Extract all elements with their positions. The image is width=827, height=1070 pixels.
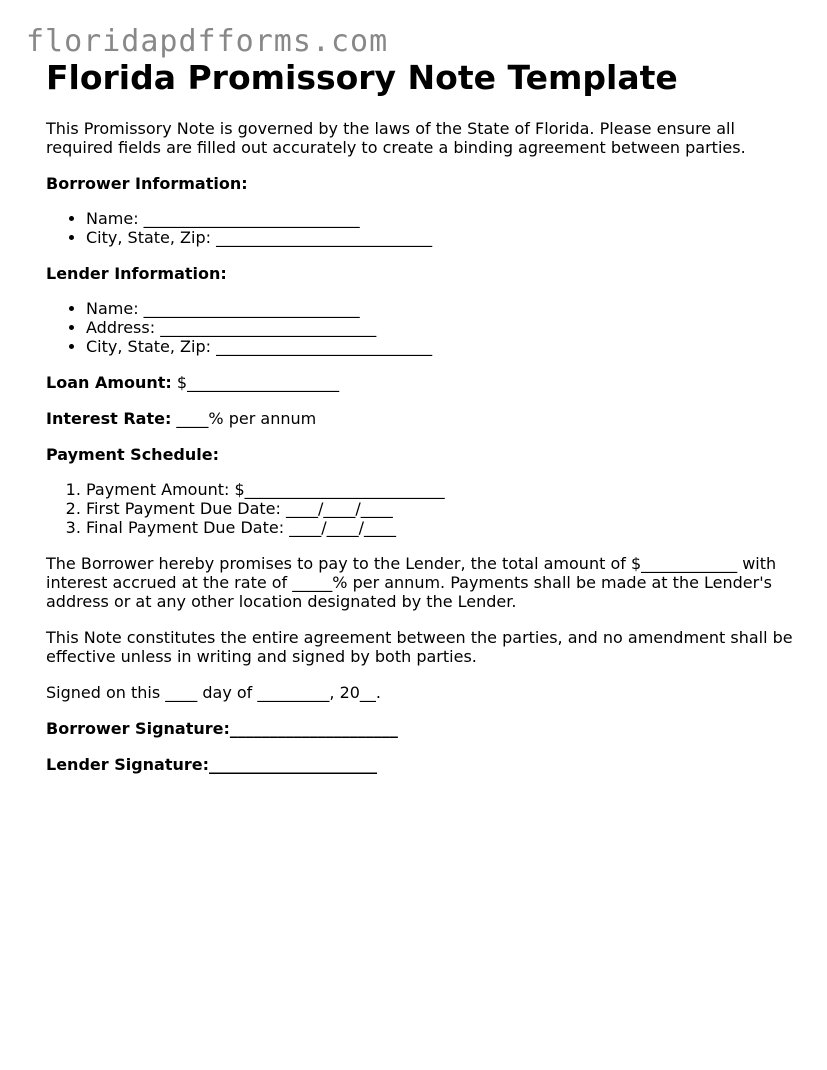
loan-amount-field: $___________________ xyxy=(171,373,340,392)
lender-city-state-zip-field: • City, State, Zip: ___________________________ xyxy=(86,337,806,356)
loan-amount-line xyxy=(46,373,806,392)
lender-signature-line: Lender Signature:_____________________ xyxy=(46,755,378,774)
intro-paragraph: This Promissory Note is governed by the laws of the State of Florida. Please ensure all required fields are filled out accurately to create a binding agreement between parties. xyxy=(46,119,746,157)
lender-address-field: • Address: ___________________________ xyxy=(86,318,806,337)
borrower-name-field: • Name: ___________________________ xyxy=(86,209,806,228)
document-body xyxy=(46,56,806,774)
first-payment-date-field: 2. First Payment Due Date: ____/____/____ xyxy=(86,499,806,518)
borrower-list xyxy=(46,209,806,247)
promise-paragraph: The Borrower hereby promises to pay to the Lender, the total amount of $____________ with interest accrued at the rate of _____% per annum. Payments shall be made at the Lender's address or at any other location designated by the Lender. xyxy=(46,554,777,611)
interest-rate-line xyxy=(46,409,806,428)
lender-heading: Lender Information: xyxy=(46,264,227,283)
interest-rate-field: ____% per annum xyxy=(171,409,317,428)
borrower-heading: Borrower Information: xyxy=(46,174,248,193)
payment-amount-field: 1. Payment Amount: $_________________________ xyxy=(86,480,806,499)
payment-schedule-heading: Payment Schedule: xyxy=(46,445,219,464)
payment-schedule-list xyxy=(46,480,806,537)
interest-rate-label: Interest Rate: xyxy=(46,409,172,428)
loan-amount-label: Loan Amount: xyxy=(46,373,172,392)
watermark-text: floridapdfforms.com xyxy=(26,24,389,59)
entire-agreement-paragraph: This Note constitutes the entire agreement between the parties, and no amendment shall be effective unless in writing and signed by both parties. xyxy=(46,628,793,666)
page-title: Florida Promissory Note Template xyxy=(46,58,678,97)
final-payment-date-field: 3. Final Payment Due Date: ____/____/____ xyxy=(86,518,806,537)
borrower-city-state-zip-field: • City, State, Zip: ___________________________ xyxy=(86,228,806,247)
signed-on-line: Signed on this ____ day of _________, 20__. xyxy=(46,683,382,702)
borrower-signature-line: Borrower Signature:_____________________ xyxy=(46,719,398,738)
lender-list xyxy=(46,299,806,356)
lender-name-field: • Name: ___________________________ xyxy=(86,299,806,318)
